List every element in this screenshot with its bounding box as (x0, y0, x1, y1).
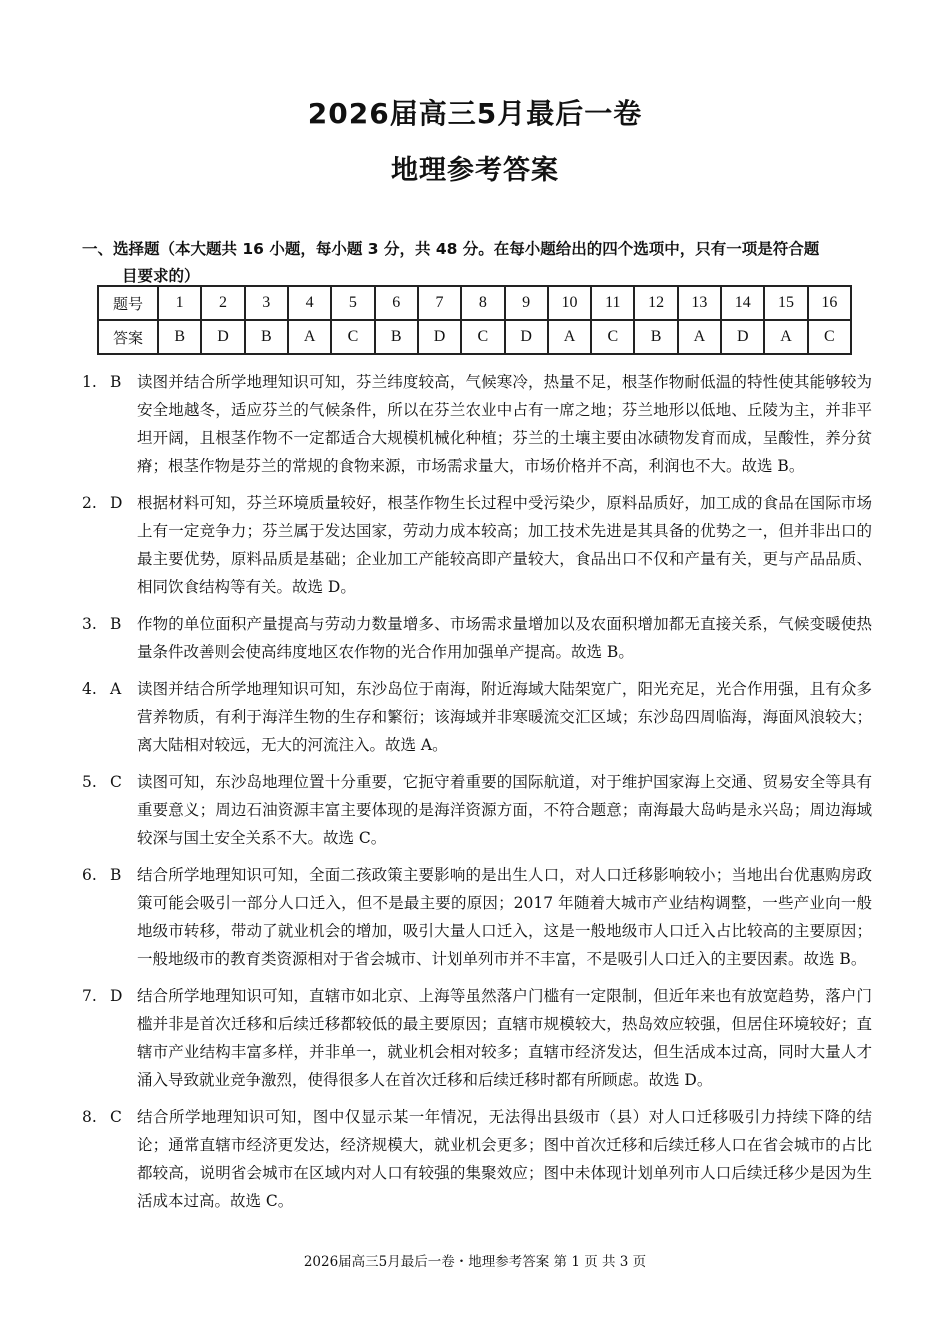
question-number-cell: 5 (331, 286, 374, 320)
explanation-list (82, 368, 872, 1224)
explanation-text: 读图并结合所学地理知识可知，芬兰纬度较高，气候寒冷，热量不足，根茎作物耐低温的特性使其能够较为安全地越冬，适应芬兰的气候条件，所以在芬兰农业中占有一席之地；芬兰地形以低地、丘陵为主，并非平坦开阔，且根茎作物不一定都适合大规模机械化种植；芬兰的土壤主要由冰碛物发育而成，呈酸性，养分贫瘠；根茎作物是芬兰的常规的食物来源，市场需求量大，市场价格并不高，利润也不大。故选 B。 (137, 373, 872, 475)
answer-cell: B (158, 320, 201, 354)
answer-cell: A (764, 320, 807, 354)
explanation-label (82, 610, 137, 638)
question-number-row (98, 286, 851, 320)
answer-letter: A (110, 680, 122, 698)
explanation-text: 作物的单位面积产量提高与劳动力数量增多、市场需求量增加以及农面积增加都无直接关系，气候变暖使热量条件改善则会使高纬度地区农作物的光合作用加强单产提高。故选 B。 (137, 615, 872, 661)
question-number: 6. (82, 866, 97, 884)
question-number-cell: 13 (678, 286, 721, 320)
answer-cell: B (245, 320, 288, 354)
explanation-item (82, 610, 872, 666)
section-heading-line2: 目要求的） (122, 267, 200, 285)
question-number: 7. (82, 987, 97, 1005)
answer-table (97, 285, 852, 355)
explanation-text: 读图并结合所学地理知识可知，东沙岛位于南海，附近海域大陆架宽广，阳光充足，光合作用强，且有众多营养物质，有利于海洋生物的生存和繁衍；该海域并非寒暖流交汇区域；东沙岛四周临海，海面风浪较大；离大陆相对较远，无大的河流注入。故选 A。 (137, 680, 872, 754)
answer-cell: A (548, 320, 591, 354)
section-heading-line1: 一、选择题（本大题共 16 小题，每小题 3 分，共 48 分。在每小题给出的四个选项中，只有一项是符合题 (82, 240, 820, 258)
question-number-cell: 9 (505, 286, 548, 320)
question-number: 2. (82, 494, 97, 512)
question-number: 3. (82, 615, 97, 633)
answer-cell: D (201, 320, 244, 354)
answer-cell: C (331, 320, 374, 354)
question-number-cell: 3 (245, 286, 288, 320)
explanation-item (82, 489, 872, 601)
answer-row (98, 320, 851, 354)
explanation-item (82, 768, 872, 852)
answer-header: 答案 (98, 320, 158, 354)
page-title: 地理参考答案 (391, 155, 559, 186)
explanation-label (82, 1103, 137, 1131)
answer-letter: B (110, 615, 122, 633)
question-number-cell: 15 (764, 286, 807, 320)
explanation-item (82, 982, 872, 1094)
answer-letter: B (110, 373, 122, 391)
explanation-text: 结合所学地理知识可知，图中仅显示某一年情况，无法得出县级市（县）对人口迁移吸引力持续下降的结论；通常直辖市经济更发达，经济规模大，就业机会更多；图中首次迁移和后续迁移人口在省会城市的占比都较高，说明省会城市在区域内对人口有较强的集聚效应；图中未体现计划单列市人口后续迁移少是因为生活成本过高。故选 C。 (137, 1108, 872, 1210)
exam-title: 2026届高三5月最后一卷 (307, 97, 643, 130)
answer-cell: D (418, 320, 461, 354)
question-number-cell: 14 (721, 286, 764, 320)
question-number-header: 题号 (98, 286, 158, 320)
answer-letter: C (110, 773, 122, 791)
answer-cell: D (505, 320, 548, 354)
question-number-cell: 12 (634, 286, 677, 320)
question-number: 4. (82, 680, 97, 698)
answer-cell: C (461, 320, 504, 354)
question-number: 5. (82, 773, 97, 791)
question-number-cell: 4 (288, 286, 331, 320)
explanation-label (82, 368, 137, 396)
question-number: 1. (82, 373, 97, 391)
question-number-cell: 10 (548, 286, 591, 320)
explanation-item (82, 861, 872, 973)
explanation-label (82, 861, 137, 889)
explanation-text: 结合所学地理知识可知，全面二孩政策主要影响的是出生人口，对人口迁移影响较小；当地出台优惠购房政策可能会吸引一部分人口迁入，但不是最主要的原因；2017 年随着大城市产业结构调整，一些产业向一般地级市转移，带动了就业机会的增加，吸引大量人口迁入，这是一般地级市人口迁入占比较高的主要原因；一般地级市的教育类资源相对于省会城市、计划单列市并不丰富，不是吸引人口迁入的主要因素。故选 B。 (137, 866, 872, 968)
answer-letter: D (110, 494, 123, 512)
explanation-text: 读图可知，东沙岛地理位置十分重要，它扼守着重要的国际航道，对于维护国家海上交通、贸易安全等具有重要意义；周边石油资源丰富主要体现的是海洋资源方面，不符合题意；南海最大岛屿是永兴岛；周边海域较深与国土安全关系不大。故选 C。 (137, 773, 872, 847)
answer-letter: B (110, 866, 122, 884)
explanation-label (82, 489, 137, 517)
answer-letter: D (110, 987, 123, 1005)
explanation-item (82, 675, 872, 759)
explanation-item (82, 368, 872, 480)
question-number-cell: 7 (418, 286, 461, 320)
answer-cell: A (288, 320, 331, 354)
explanation-label (82, 982, 137, 1010)
question-number-cell: 2 (201, 286, 244, 320)
page-footer: 2026届高三5月最后一卷・地理参考答案 第 1 页 共 3 页 (303, 1254, 647, 1270)
answer-cell: C (591, 320, 634, 354)
answer-cell: A (678, 320, 721, 354)
section-heading (82, 236, 882, 290)
answer-letter: C (110, 1108, 122, 1126)
answer-cell: B (634, 320, 677, 354)
question-number-cell: 1 (158, 286, 201, 320)
explanation-label (82, 768, 137, 796)
explanation-item (82, 1103, 872, 1215)
question-number: 8. (82, 1108, 97, 1126)
question-number-cell: 11 (591, 286, 634, 320)
answer-cell: B (375, 320, 418, 354)
question-number-cell: 6 (375, 286, 418, 320)
explanation-text: 结合所学地理知识可知，直辖市如北京、上海等虽然落户门槛有一定限制，但近年来也有放宽趋势，落户门槛并非是首次迁移和后续迁移都较低的最主要原因；直辖市规模较大，热岛效应较强，但居住环境较好；直辖市产业结构丰富多样，并非单一，就业机会相对较多；直辖市经济发达，但生活成本过高，同时大量人才涌入导致就业竞争激烈，使得很多人在首次迁移和后续迁移时都有所顾虑。故选 D。 (137, 987, 872, 1089)
explanation-label (82, 675, 137, 703)
question-number-cell: 16 (808, 286, 851, 320)
explanation-text: 根据材料可知，芬兰环境质量较好，根茎作物生长过程中受污染少，原料品质好，加工成的食品在国际市场上有一定竞争力；芬兰属于发达国家，劳动力成本较高；加工技术先进是其具备的优势之一，但并非出口的最主要优势，原料品质是基础；企业加工产能较高即产量较大，食品出口不仅和产量有关，更与产品品质、相同饮食结构等有关。故选 D。 (137, 494, 872, 596)
answer-cell: D (721, 320, 764, 354)
question-number-cell: 8 (461, 286, 504, 320)
answer-cell: C (808, 320, 851, 354)
